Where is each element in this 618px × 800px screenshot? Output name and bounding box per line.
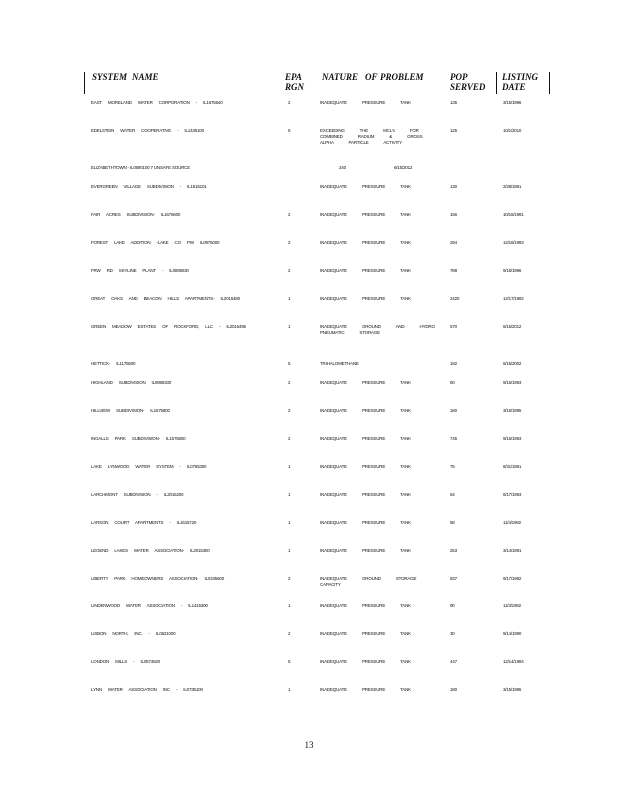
- pop-cell: 180: [450, 408, 457, 413]
- epa-rgn-cell: 2: [288, 631, 291, 636]
- nature-cell: INADEQUATE PRESSURE TANK: [320, 520, 411, 525]
- system-name-cell: LINDENWOOD WATER ASSOCIATION - IL1415300: [91, 603, 208, 608]
- date-cell: 12/16/1993: [503, 240, 524, 245]
- nature-cell: INADEQUATE PRESSURE TANK: [320, 492, 411, 497]
- nature-cell: INADEQUATE PRESSURE TANK: [320, 659, 411, 664]
- pop-cell: 240: [339, 165, 346, 170]
- epa-rgn-cell: 1: [288, 603, 291, 608]
- header-rule-left: [84, 72, 85, 94]
- pop-cell: 182: [450, 361, 457, 366]
- pop-cell: 58: [450, 520, 455, 525]
- date-cell: 10/1/2010: [503, 128, 522, 133]
- epa-rgn-cell: 1: [288, 324, 291, 329]
- header-pop: POP: [450, 72, 468, 82]
- nature-cell: INADEQUATE PRESSURE TANK: [320, 687, 411, 692]
- date-cell: 2/28/1991: [503, 184, 522, 189]
- date-cell: 8/31/1991: [503, 464, 522, 469]
- date-cell: 6/17/1993: [503, 492, 522, 497]
- date-cell: 10/16/1991: [503, 212, 524, 217]
- nature-cell: INADEQUATE PRESSURE TANK: [320, 184, 411, 189]
- pop-cell: 447: [450, 659, 457, 664]
- date-cell: 3/14/1991: [503, 548, 522, 553]
- header-nature: NATURE: [322, 72, 359, 82]
- epa-rgn-cell: 5: [288, 361, 291, 366]
- epa-rgn-cell: 5: [288, 128, 291, 133]
- epa-rgn-cell: 1: [288, 492, 291, 497]
- epa-rgn-cell: 1: [288, 687, 291, 692]
- date-cell: 11/4/1992: [503, 520, 521, 525]
- system-name-cell: HETTICK- IL1175500: [91, 361, 136, 366]
- nature-cell: INADEQUATE PRESSURE TANK: [320, 100, 411, 105]
- pop-cell: 75: [450, 464, 455, 469]
- pop-cell: 125: [450, 128, 457, 133]
- epa-rgn-cell: 1: [288, 548, 291, 553]
- date-cell: 6/15/2002: [503, 361, 522, 366]
- table-header: [86, 72, 550, 96]
- epa-rgn-cell: 1: [288, 520, 291, 525]
- pop-cell: 745: [450, 436, 457, 441]
- pop-cell: 30: [450, 631, 455, 636]
- pop-cell: 837: [450, 576, 457, 581]
- date-cell: 6/15/2012: [394, 165, 413, 170]
- header-rgn: RGN: [285, 82, 305, 92]
- system-name-cell: LISBON NORTH, INC. - IL0631000: [91, 631, 176, 636]
- epa-rgn-cell: 2: [288, 576, 291, 581]
- system-name-cell: FOREST LAKE ADDITION -LAKE CO PW IL0975000: [91, 240, 220, 245]
- system-name-cell: HILLVIEW SUBDIVISION- IL1675800: [91, 408, 170, 413]
- date-cell: 3/15/1995: [503, 408, 522, 413]
- epa-rgn-cell: 2: [288, 100, 291, 105]
- epa-rgn-cell: 2: [288, 268, 291, 273]
- system-name-cell: FRW RD SKYLINE PLANT - IL0895030: [91, 268, 189, 273]
- system-name-cell: EDELSTEIN WATER COOPERATIVE - IL1435100: [91, 128, 204, 133]
- epa-rgn-cell: 2: [288, 212, 291, 217]
- pop-cell: 2420: [450, 296, 460, 301]
- system-name-cell: ELIZABETHTOWN - IL0690100 7 UNSAFE SOURCE: [91, 165, 191, 170]
- system-name-cell: LAKE LYNWOOD WATER SYSTEM - IL0755300: [91, 464, 207, 469]
- date-cell: 11/3/1992: [503, 603, 521, 608]
- system-name-cell: LARSON COURT APARTMENTS - IL1615720: [91, 520, 197, 525]
- pop-cell: 130: [450, 184, 457, 189]
- system-name-cell: LEGEND LAKES WATER ASSOCIATION- IL2015300: [91, 548, 210, 553]
- nature-cell: INADEQUATE PRESSURE TANK: [320, 436, 411, 441]
- nature-cell: INADEQUATE GROUND AND HYDRO PNEUMATIC STORAGE: [320, 324, 435, 335]
- system-name-cell: LONDON MILLS - IL0574620: [91, 659, 160, 664]
- nature-cell: INADEQUATE PRESSURE TANK: [320, 548, 411, 553]
- system-name-cell: LIBERTY PARK HOMEOWNERS ASSOCIATION- IL0435600: [91, 576, 225, 581]
- date-cell: 9/18/1996: [503, 268, 522, 273]
- system-name-cell: EAST MORELAND WATER CORPORATION - IL1675640: [91, 100, 223, 105]
- pop-cell: 570: [450, 324, 457, 329]
- epa-rgn-cell: 5: [288, 659, 291, 664]
- nature-cell: INADEQUATE PRESSURE TANK: [320, 408, 411, 413]
- header-of: OF: [365, 72, 378, 82]
- epa-rgn-cell: 1: [288, 296, 291, 301]
- header-date: DATE: [502, 82, 526, 92]
- system-name-cell: LYNN WATER ASSOCIATION INC - IL0735100: [91, 687, 203, 692]
- system-name-cell: HIGHLAND SUBDIVISION IL0895330: [91, 380, 172, 385]
- epa-rgn-cell: 1: [288, 464, 291, 469]
- header-pop-served: [450, 72, 485, 92]
- pop-cell: 156: [450, 212, 457, 217]
- pop-cell: 64: [450, 492, 455, 497]
- date-cell: 3/15/1996: [503, 100, 522, 105]
- nature-cell: INADEQUATE PRESSURE TANK: [320, 464, 411, 469]
- date-cell: 9/14/1990: [503, 631, 522, 636]
- date-cell: 9/17/1992: [503, 576, 522, 581]
- header-name: NAME: [132, 72, 159, 82]
- header-listing-date: [502, 72, 538, 92]
- pop-cell: 180: [450, 687, 457, 692]
- nature-cell: INADEQUATE PRESSURE TANK: [320, 268, 411, 273]
- date-cell: 9/16/1993: [503, 436, 522, 441]
- header-rule-right: [549, 72, 550, 94]
- header-system: SYSTEM: [92, 72, 128, 82]
- epa-rgn-cell: 2: [288, 240, 291, 245]
- system-name-cell: INGALLS PARK SUBDIVISION- IL1675800: [91, 436, 186, 441]
- nature-cell: EXCEEDING THE MCL's FOR COMBINED RADIUM & GROSS ALPHA PARTICLE ACTIVITY: [320, 128, 423, 145]
- date-cell: 12/17/1992: [503, 296, 524, 301]
- pop-cell: 253: [450, 548, 457, 553]
- nature-cell: INADEQUATE GROUND STORAGE CAPACITY: [320, 576, 417, 587]
- nature-cell: INADEQUATE PRESSURE TANK: [320, 212, 411, 217]
- header-rule-mid: [496, 72, 497, 94]
- nature-cell: INADEQUATE PRESSURE TANK: [320, 631, 411, 636]
- header-epa: EPA: [285, 72, 302, 82]
- date-cell: 3/15/1995: [503, 687, 522, 692]
- epa-rgn-cell: 2: [288, 380, 291, 385]
- date-cell: 12/14/1994: [503, 659, 524, 664]
- nature-cell: INADEQUATE PRESSURE TANK: [320, 380, 411, 385]
- pop-cell: 294: [450, 240, 457, 245]
- epa-rgn-cell: 2: [288, 408, 291, 413]
- system-name-cell: GREAT OAKS AND BEACON HILLS APARTMENTS- IL2015480: [91, 296, 240, 301]
- date-cell: 6/15/2012: [503, 324, 522, 329]
- pop-cell: 90: [450, 603, 455, 608]
- nature-cell: INADEQUATE PRESSURE TANK: [320, 240, 411, 245]
- date-cell: 9/16/1993: [503, 380, 522, 385]
- system-name-cell: GREEN MEADOW ESTATES OF ROCKFORD, LLC - IL2015495: [91, 324, 246, 329]
- header-listing: LISTING: [502, 72, 539, 82]
- pop-cell: 788: [450, 268, 457, 273]
- header-epa-rgn: [285, 72, 304, 92]
- nature-cell: INADEQUATE PRESSURE TANK: [320, 603, 411, 608]
- pop-cell: 135: [450, 100, 457, 105]
- page-number: 13: [304, 740, 314, 750]
- nature-cell: INADEQUATE PRESSURE TANK: [320, 296, 411, 301]
- pop-cell: 60: [450, 380, 455, 385]
- header-served: SERVED: [450, 82, 486, 92]
- system-name-cell: FAIR ACRES SUBDIVISION- IL1675600: [91, 212, 181, 217]
- epa-rgn-cell: 2: [288, 436, 291, 441]
- system-name-cell: LARCHMONT SUBDIVISION - IL2015200: [91, 492, 184, 497]
- nature-cell: TRIHALOMETHANE: [320, 361, 359, 366]
- system-name-cell: EVERGREEN VILLAGE SUBDIVISION - IL1615101: [91, 184, 207, 189]
- header-problem: PROBLEM: [380, 72, 424, 82]
